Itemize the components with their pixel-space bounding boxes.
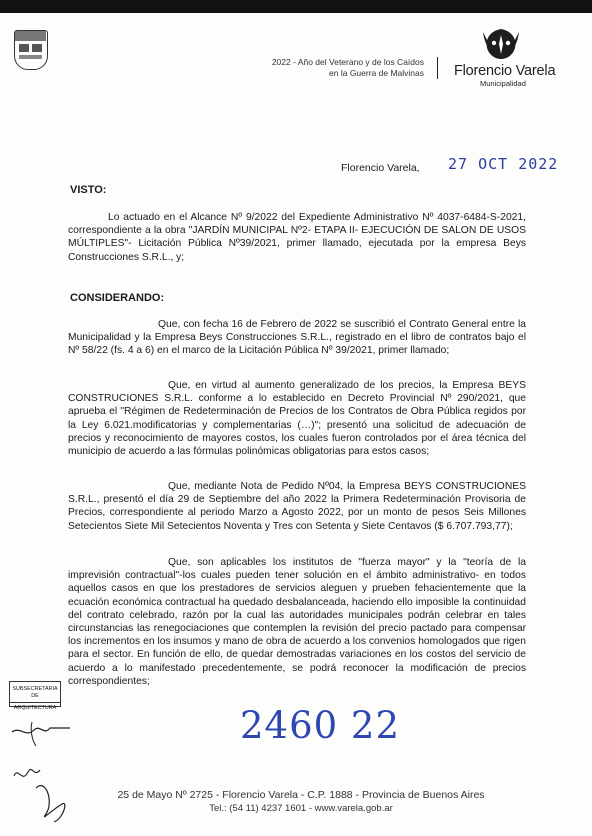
org-name: Florencio Varela	[454, 63, 556, 79]
considerando-paragraph-1	[68, 318, 526, 358]
stamp-line-3: ARQUITECTURA	[10, 702, 60, 712]
coat-of-arms-icon	[14, 30, 48, 70]
motto-line-2: en la Guerra de Malvinas	[329, 68, 424, 78]
considerando-text-3: Que, mediante Nota de Pedido Nº04, la Empresa BEYS CONSTRUCIONES S.R.L., presentó el día 29 de Septiembre del año 2022 la Primera Redeterminación Provisoria de Precios, correspondiente al periodo Marzo a Agosto 2022, por un monto de pesos Seis Millones Setecientos Siete Mil Setecientos Noventa y Tres con Setenta y Siete Centavos ($ 6.707.793,77);	[68, 481, 526, 532]
visto-text: Lo actuado en el Alcance Nº 9/2022 del Expediente Administrativo Nº 4037-6484-S-2021, correspondiente a la obra "JARDÍN MUNICIPAL Nº2- ETAPA II- EJECUCIÓN DE SALON DE USOS MÚLTIPLES"- Licitación Pública Nº39/2021, primer llamado, ejecutada por la empresa Beys Construcciones S.R.L., y;	[68, 212, 526, 263]
considerando-heading: CONSIDERANDO:	[70, 292, 165, 304]
office-stamp	[9, 681, 61, 711]
considerando-text-2: Que, en virtud al aumento generalizado de los precios, la Empresa BEYS CONSTRUCIONES S.R.L. conforme a lo establecido en Decreto Provincial Nº 290/2021, que aprueba el "Régimen de Redeterminación de Precios de los Contratos de Obra Pública regidos por la Ley 6.021.modificatorias y complementarias (…)"; presentó una solicitud de adecuación de precios y reconocimiento de mayores costos, los cuales fueron controlados por el área técnica del municipio de acuerdo a las fórmulas polinómicas obligatorias para estos casos;	[68, 380, 526, 458]
top-scan-bar	[0, 0, 592, 13]
visto-paragraph	[68, 211, 526, 264]
decree-number: 2460 22	[240, 704, 401, 747]
visto-heading: VISTO:	[70, 184, 107, 196]
considerando-text-1: Que, con fecha 16 de Febrero de 2022 se suscribió el Contrato General entre la Municipalidad y la Empresa Beys Construcciones S.R.L., registrado en el libro de contratos bajo el Nº 58/22 (fs. 4 a 6) en el marco de la Licitación Pública Nº 39/2021, primer llamado;	[68, 319, 526, 357]
considerando-text-4: Que, son aplicables los institutos de "fuerza mayor" y la "teoría de la imprevisión contractual"-los cuales pueden tener solución en el ámbito administrativo- en todos aquellos casos en que los prestadores de servicios aleguen y prueben fehacientemente que la ecuación económica contractual ha quedado desbalanceada, haciendo ello imposible la continuidad del contrato celebrado, razón por la cual las autoridades municipales podrán celebrar en tales circunstancias las renegociaciones que contemplen la revisión del precio pactado para compensar los incrementos en los insumos y mano de obra de acuerdo a los convenios homologados que rigen para el sector. En función de ello, de quedar demostradas variaciones en los costos del servicio de acuerdo a lo manifestado precedentemente, se podrá reconocer la modificación de precios correspondientes;	[68, 557, 526, 687]
considerando-paragraph-2	[68, 379, 526, 458]
footer-line-1: 25 de Mayo Nº 2725 - Florencio Varela - C.P. 1888 - Provincia de Buenos Aires	[117, 789, 485, 801]
stamp-line-2: DE	[31, 693, 39, 699]
considerando-paragraph-4	[68, 556, 526, 688]
footer-line-2: Tel.: (54 11) 4237 1601 - www.varela.gob.ar	[209, 803, 393, 814]
municipality-logo-icon	[481, 26, 521, 60]
date-stamp: 27 OCT 2022	[448, 155, 559, 173]
place-label: Florencio Varela,	[341, 162, 420, 174]
stamp-line-1: SUBSECRETARIA	[12, 686, 58, 692]
header-divider	[437, 57, 438, 79]
year-motto	[272, 57, 424, 79]
considerando-paragraph-3	[68, 480, 526, 533]
footer-address	[60, 788, 542, 816]
org-subtitle: Municipalidad	[480, 79, 526, 88]
motto-line-1: 2022 - Año del Veterano y de los Caídos	[271, 57, 424, 67]
